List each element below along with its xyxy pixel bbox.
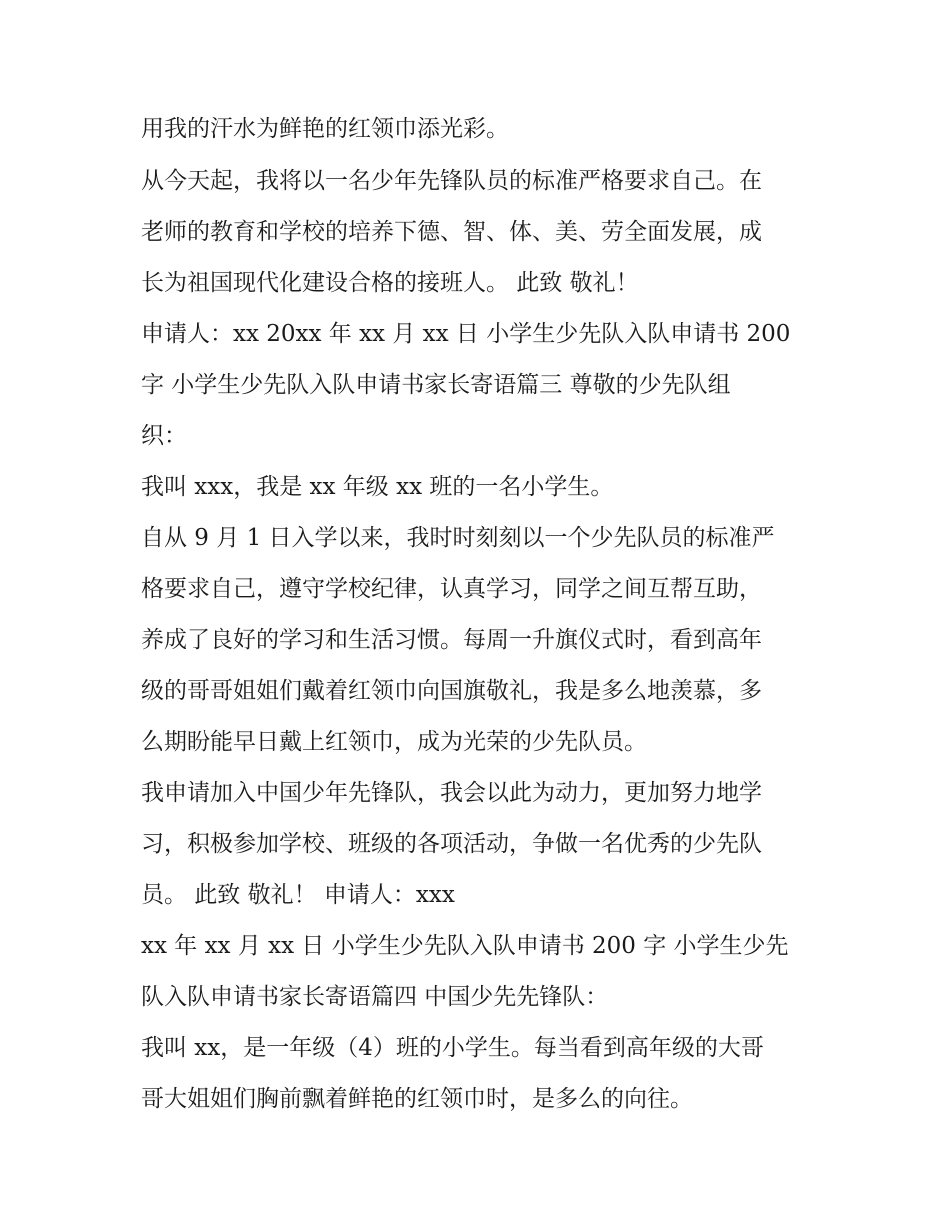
text-line: 队入队申请书家长寄语篇四 中国少先先锋队： [141,984,609,1010]
text-line: 我叫 xx，是一年级（4）班的小学生。每当看到高年级的大哥 [141,1035,764,1061]
text-line: 养成了良好的学习和生活习惯。每周一升旗仪式时，看到高年 [141,627,762,653]
text-line: 么期盼能早日戴上红领巾，成为光荣的少先队员。 [141,729,647,755]
text-line: 员。 此致 敬礼！ 申请人：xxx [141,882,455,908]
text-line: 格要求自己，遵守学校纪律，认真学习，同学之间互帮互助， [141,576,762,602]
text-line: 自从 9 月 1 日入学以来，我时时刻刻以一个少先队员的标准严 [141,525,775,551]
text-line: 老师的教育和学校的培养下德、智、体、美、劳全面发展，成 [141,219,762,245]
text-line: 织： [141,423,187,449]
text-line: 我申请加入中国少年先锋队，我会以此为动力，更加努力地学 [141,780,762,806]
text-line: 习，积极参加学校、班级的各项活动，争做一名优秀的少先队 [141,831,762,857]
text-line: 用我的汗水为鲜艳的红领巾添光彩。 [141,116,509,142]
text-line: 长为祖国现代化建设合格的接班人。 此致 敬礼！ [141,270,639,296]
text-line: 哥大姐姐们胸前飘着鲜艳的红领巾时，是多么的向往。 [141,1086,693,1112]
text-line: 我叫 xxx，我是 xx 年级 xx 班的一名小学生。 [141,474,614,500]
text-line: 字 小学生少先队入队申请书家长寄语篇三 尊敬的少先队组 [141,372,731,398]
text-line: 级的哥哥姐姐们戴着红领巾向国旗敬礼，我是多么地羡慕，多 [141,678,762,704]
text-line: xx 年 xx 月 xx 日 小学生少先队入队申请书 200 字 小学生少先 [141,933,789,959]
text-line: 从今天起，我将以一名少年先锋队员的标准严格要求自己。在 [141,168,762,194]
text-line: 申请人：xx 20xx 年 xx 月 xx 日 小学生少先队入队申请书 200 [141,321,791,347]
